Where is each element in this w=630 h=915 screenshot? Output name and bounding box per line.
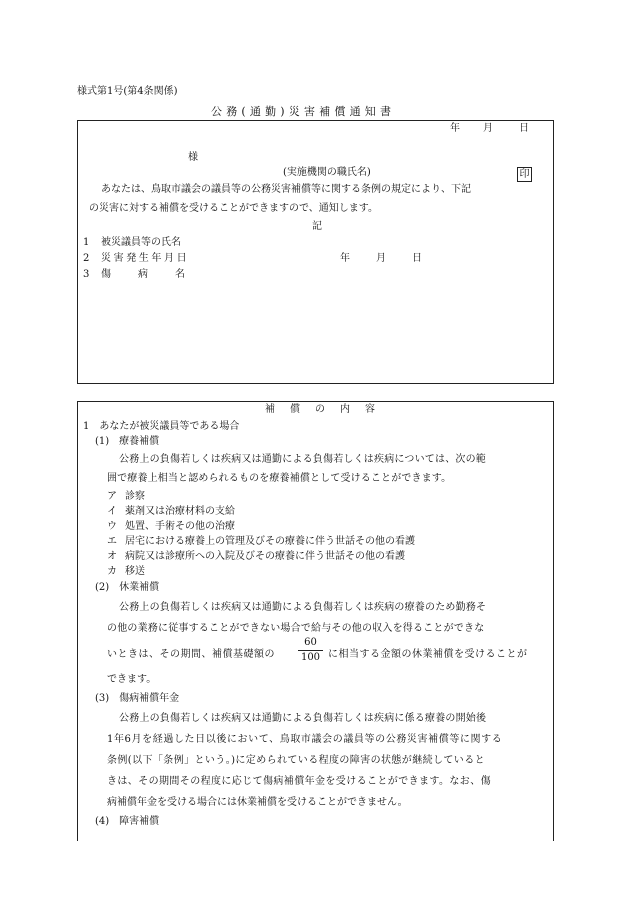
- fraction-denominator: 100: [300, 652, 321, 663]
- section-3-para-line5: 病補償年金を受ける場合には休業補償を受けることができません。: [107, 797, 408, 808]
- list-item-text: 病院又は診療所への入院及びその療養に伴う世話その他の看護: [125, 551, 405, 562]
- list-item-text: 診察: [125, 491, 145, 502]
- list-item-text: 薬剤又は治療材料の支給: [125, 506, 235, 517]
- section-2-para-line3a: いときは、その期間、補償基礎額の: [107, 649, 275, 660]
- list-item-mark: イ: [107, 506, 117, 517]
- section-2-para-line4: できます。: [107, 674, 157, 685]
- item-1-number: 1: [83, 237, 90, 248]
- section-3-para-line2: 1年6月を経過した日以後において、鳥取市議会の議員等の公務災害補償等に関する: [107, 734, 503, 745]
- list-item-mark: オ: [107, 551, 117, 562]
- notice-body-line2: の災害に対する補償を受けることができますので、通知します。: [89, 203, 378, 214]
- item-2-year: 年: [340, 253, 350, 264]
- form-title: 公務(通勤)災害補償通知書: [211, 105, 396, 118]
- date-month: 月: [483, 123, 493, 134]
- form-number: 様式第1号(第4条関係): [77, 86, 178, 97]
- list-item-mark: カ: [107, 566, 117, 577]
- section-1-para-line2: 囲で療養上相当と認められるものを療養補償として受けることができます。: [107, 473, 452, 484]
- date-day: 日: [519, 123, 529, 134]
- date-year: 年: [450, 123, 460, 134]
- contents-heading: 補償の内容: [265, 404, 390, 415]
- item-3-number: 3: [83, 269, 90, 280]
- notice-body-line1: あなたは、鳥取市議会の議員等の公務災害補償等に関する条例の規定により、下記: [101, 184, 471, 195]
- section-2-para-line2: の他の業務に従事することができない場合で給与その他の収入を得ることができな: [107, 623, 485, 634]
- item-2-number: 2: [83, 253, 90, 264]
- fraction-sixty-over-hundred: [298, 638, 323, 663]
- case-1-heading: 1 あなたが被災議員等である場合: [83, 421, 240, 432]
- section-4-title: (4) 障害補償: [95, 816, 160, 827]
- section-3-para-line1: 公務上の負傷若しくは疾病又は通勤による負傷若しくは疾病に係る療養の開始後: [119, 713, 487, 724]
- item-2-day: 日: [412, 253, 422, 264]
- item-2-month: 月: [376, 253, 386, 264]
- section-3-para-line4: きは、その期間その程度に応じて傷病補償年金を受けることができます。なお、傷: [107, 776, 491, 787]
- item-3-label: 傷病名: [101, 269, 212, 280]
- addressee-honorific: 様: [188, 152, 198, 163]
- issuer-title: (実施機関の職氏名): [283, 167, 371, 178]
- item-2-label: 災害発生年月日: [101, 253, 190, 264]
- list-item-text: 移送: [125, 566, 145, 577]
- record-heading: 記: [312, 221, 322, 232]
- section-2-para-line1: 公務上の負傷若しくは疾病又は通勤による負傷若しくは疾病の療養のため勤務そ: [119, 602, 487, 613]
- list-item-text: 居宅における療養上の管理及びその療養に伴う世話その他の看護: [125, 536, 415, 547]
- list-item-mark: エ: [107, 536, 117, 547]
- section-3-title: (3) 傷病補償年金: [95, 693, 180, 704]
- list-item-mark: ア: [107, 491, 117, 502]
- contents-box: [77, 401, 554, 841]
- notice-box: [77, 120, 554, 384]
- section-1-title: (1) 療養補償: [95, 436, 160, 447]
- fraction-bar: [298, 650, 323, 651]
- section-3-para-line3: 条例(以下「条例」という。)に定められている程度の障害の状態が継続していると: [107, 755, 486, 766]
- section-2-para-line3b: に相当する金額の休業補償を受けることが: [328, 649, 528, 660]
- list-item-mark: ウ: [107, 521, 117, 532]
- section-2-title: (2) 休業補償: [95, 582, 160, 593]
- list-item-text: 処置、手術その他の治療: [125, 521, 235, 532]
- seal-mark: 印: [517, 167, 532, 182]
- fraction-numerator: 60: [304, 637, 317, 648]
- section-1-para-line1: 公務上の負傷若しくは疾病又は通勤による負傷若しくは疾病については、次の範: [119, 454, 486, 465]
- item-1-label: 被災議員等の氏名: [101, 237, 181, 248]
